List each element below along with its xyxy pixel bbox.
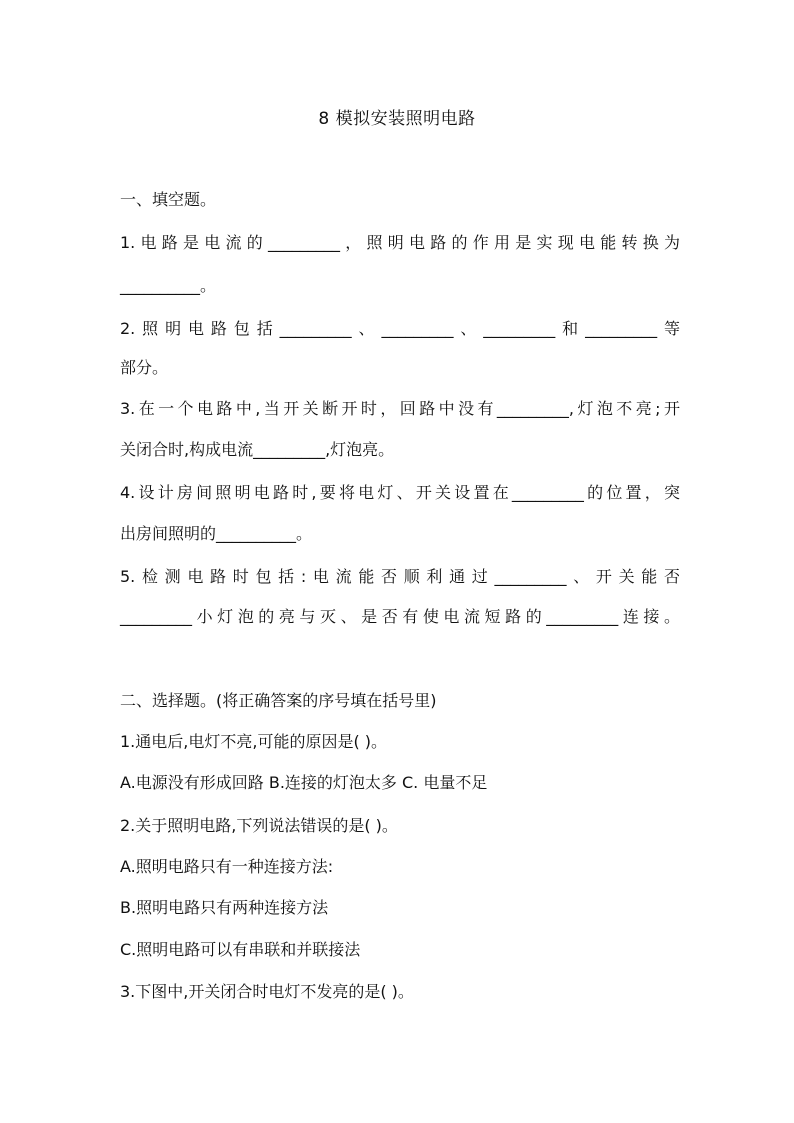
- fill-question-1-line-1: 1.电路是电流的_________，照明电路的作用是实现电能转换为: [120, 233, 680, 252]
- fill-question-2-line-2: 部分。: [120, 358, 169, 377]
- choice-question-2-option-c: C.照明电路可以有串联和并联接法: [120, 940, 361, 959]
- fill-question-3-line-2: 关闭合时,构成电流_________,灯泡亮。: [120, 440, 395, 459]
- choice-question-2-stem: 2.关于照明电路,下列说法错误的是( )。: [120, 816, 398, 835]
- fill-question-5-line-2: _________小灯泡的亮与灭、是否有使电流短路的_________连接。: [120, 607, 680, 626]
- page-title: 8 模拟安装照明电路: [318, 109, 476, 129]
- choice-question-3-stem: 3.下图中,开关闭合时电灯不发亮的是( )。: [120, 982, 414, 1001]
- fill-question-4-line-1: 4.设计房间照明电路时,要将电灯、开关设置在_________的位置，突: [120, 483, 680, 502]
- fill-question-2-line-1: 2.照明电路包括_________、_________、_________和_________等: [120, 319, 680, 338]
- choice-question-2-option-a: A.照明电路只有一种连接方法:: [120, 857, 334, 876]
- fill-question-1-line-2: __________。: [120, 276, 217, 295]
- choice-question-2-option-b: B.照明电路只有两种连接方法: [120, 898, 329, 917]
- fill-question-5-line-1: 5.检测电路时包括:电流能否顺利通过_________、开关能否: [120, 567, 680, 586]
- fill-question-4-line-2: 出房间照明的__________。: [120, 524, 313, 543]
- fill-question-3-line-1: 3.在一个电路中,当开关断开时，回路中没有_________,灯泡不亮;开: [120, 399, 680, 418]
- section-heading-fill-in: 一、填空题。: [120, 190, 217, 209]
- choice-question-1-options: A.电源没有形成回路 B.连接的灯泡太多 C. 电量不足: [120, 773, 488, 792]
- section-heading-multiple-choice: 二、选择题。(将正确答案的序号填在括号里): [120, 691, 437, 710]
- choice-question-1-stem: 1.通电后,电灯不亮,可能的原因是( )。: [120, 732, 388, 751]
